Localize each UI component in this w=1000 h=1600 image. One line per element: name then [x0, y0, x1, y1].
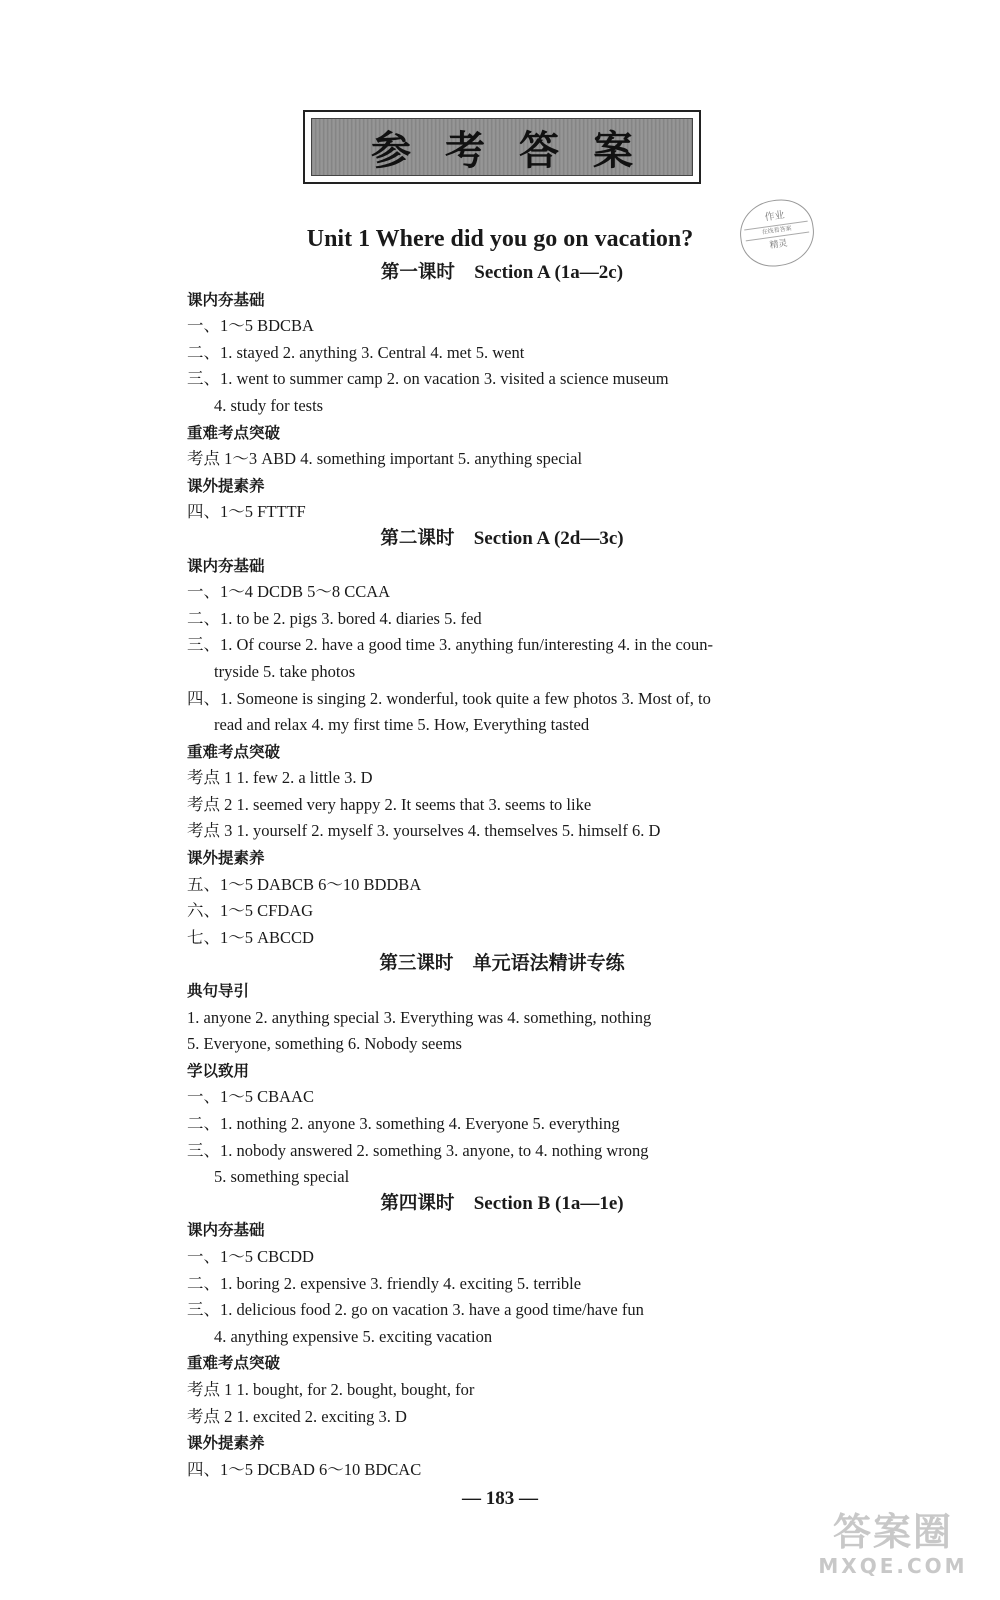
section-lesson-label: 第一课时 [380, 262, 455, 283]
answer-line: 一、1～4 DCDB 5～8 CCAA [187, 582, 391, 602]
answer-line: 考点 1 1. bought, for 2. bought, bought, for [187, 1379, 475, 1399]
subsection-heading: 课内夯基础 [187, 556, 265, 575]
section-lesson-label: 第三课时 [379, 953, 454, 975]
answer-line: 四、1～5 FTTTF [187, 502, 306, 522]
subsection-heading: 课内夯基础 [187, 1221, 265, 1240]
section-heading [187, 951, 817, 978]
answer-line: 四、1～5 DCBAD 6～10 BDCAC [187, 1459, 422, 1479]
banner-title: 参考答案 [371, 126, 667, 174]
section-range-label: 单元语法精讲专练 [472, 953, 625, 975]
watermark-url: MXQE.COM [818, 1554, 968, 1578]
answer-line: 考点 3 1. yourself 2. myself 3. yourselves 4. themselves 5. himself 6. D [187, 821, 661, 841]
section-range-label: Section A (2d—3c) [473, 527, 624, 549]
section-heading [187, 526, 817, 553]
subsection-heading: 课内夯基础 [187, 290, 265, 309]
subsection-heading: 典句导引 [187, 982, 250, 1001]
subsection-heading: 学以致用 [187, 1061, 250, 1080]
subsection-heading: 重难考点突破 [187, 423, 281, 442]
section-range-label: Section B (1a—1e) [473, 1192, 624, 1214]
section-lesson-label: 第四课时 [380, 1192, 455, 1214]
subsection-heading: 课外提素养 [187, 849, 265, 868]
answer-key-banner [303, 110, 701, 184]
answer-line: 4. anything expensive 5. exciting vacation [214, 1326, 493, 1346]
seal-line-3: 精灵 [769, 238, 789, 252]
section-range-label: Section A (1a—2c) [474, 262, 624, 283]
answer-line: 六、1～5 CFDAG [187, 901, 314, 921]
seal-line-1: 作业 [764, 209, 786, 224]
answer-line: 考点 1～3 ABD 4. something important 5. anything special [187, 449, 583, 469]
subsection-heading: 课外提素养 [187, 1434, 265, 1453]
answer-line: 二、1. stayed 2. anything 3. Central 4. met 5. went [187, 342, 525, 362]
answer-line: 二、1. nothing 2. anyone 3. something 4. Everyone 5. everything [187, 1114, 620, 1133]
answer-line: 1. anyone 2. anything special 3. Everything was 4. something, nothing [187, 1007, 652, 1027]
section-lesson-label: 第二课时 [380, 527, 455, 549]
answer-line: 4. study for tests [214, 395, 324, 415]
answer-line: 考点 1 1. few 2. a little 3. D [187, 768, 373, 788]
answer-line: 三、1. went to summer camp 2. on vacation 3. visited a science museum [187, 369, 669, 389]
answer-line: 三、1. Of course 2. have a good time 3. anything fun/interesting 4. in the coun- [187, 635, 714, 655]
answer-content [187, 260, 817, 1483]
answer-line: 五、1～5 DABCB 6～10 BDDBA [187, 874, 422, 894]
subsection-heading: 课外提素养 [187, 476, 265, 495]
answer-line: 考点 2 1. seemed very happy 2. It seems that 3. seems to like [187, 794, 592, 814]
answer-line: tryside 5. take photos [214, 661, 356, 681]
answer-line: 考点 2 1. excited 2. exciting 3. D [187, 1406, 407, 1426]
section-heading [187, 260, 817, 287]
answer-line: read and relax 4. my first time 5. How, Everything tasted [214, 715, 590, 735]
answer-line: 四、1. Someone is singing 2. wonderful, took quite a few photos 3. Most of, to [187, 688, 711, 708]
answer-line: 三、1. nobody answered 2. something 3. anyone, to 4. nothing wrong [187, 1140, 649, 1160]
answer-line: 一、1～5 CBAAC [187, 1087, 314, 1107]
answer-line: 5. Everyone, something 6. Nobody seems [187, 1034, 462, 1054]
answer-line: 一、1～5 CBCDD [187, 1246, 314, 1266]
answer-line: 5. something special [214, 1167, 350, 1187]
answer-line: 二、1. boring 2. expensive 3. friendly 4. exciting 5. terrible [187, 1273, 582, 1293]
subsection-heading: 重难考点突破 [187, 742, 281, 761]
subsection-heading: 重难考点突破 [187, 1354, 281, 1373]
watermark-main: 答案圈 [832, 1510, 953, 1554]
answer-line: 三、1. delicious food 2. go on vacation 3. have a good time/have fun [187, 1300, 644, 1320]
answer-line: 一、1～5 BDCBA [187, 316, 314, 336]
site-watermark [808, 1510, 978, 1580]
section-heading [187, 1191, 817, 1218]
unit-title: Unit 1 Where did you go on vacation? [306, 226, 694, 252]
page-number: — 183 — [462, 1488, 538, 1509]
answer-line: 七、1～5 ABCCD [187, 927, 314, 947]
seal-line-2: 在线看答案 [744, 221, 809, 242]
banner-inner [311, 118, 693, 176]
answer-line: 二、1. to be 2. pigs 3. bored 4. diaries 5. fed [187, 608, 482, 628]
